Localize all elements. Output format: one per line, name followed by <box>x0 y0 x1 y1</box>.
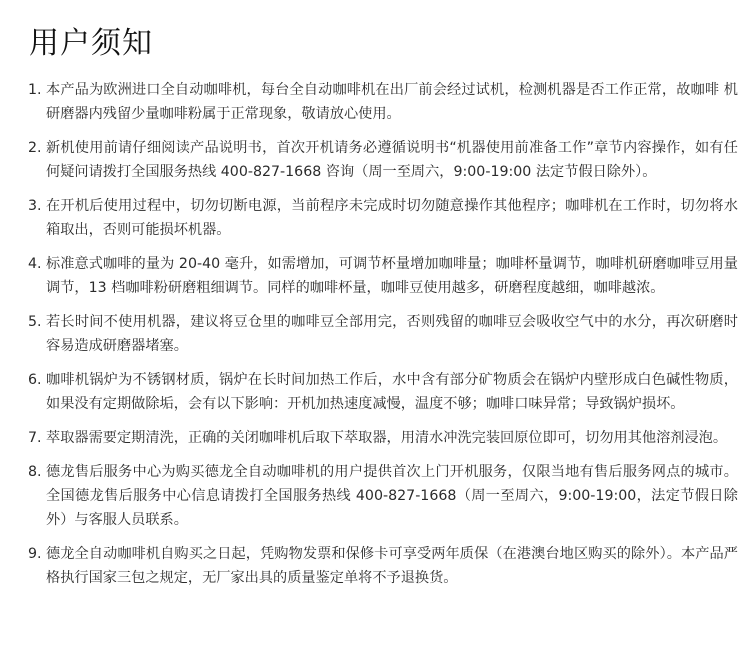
item-text: 德龙售后服务中心为购买德龙全自动咖啡机的用户提供首次上门开机服务，仅限当地有售后服务网点的城市。全国德龙售后服务中心信息请拨打全国服务热线 400-827-1668（周一至周六，9:00-19:00，法定节假日除外）与客服人员联系。 <box>46 464 738 528</box>
notice-item-6 <box>28 368 738 416</box>
item-number: 6. <box>28 372 42 388</box>
item-text: 萃取器需要定期清洗，正确的关闭咖啡机后取下萃取器，用清水冲洗完装回原位即可，切勿用其他溶剂浸泡。 <box>46 430 728 446</box>
item-text: 标准意式咖啡的量为 20-40 毫升，如需增加，可调节杯量增加咖啡量；咖啡杯量调节，咖啡机研磨咖啡豆用量调节，13 档咖啡粉研磨粗细调节。同样的咖啡杯量，咖啡豆使用越多，研磨程度越细，咖啡越浓。 <box>46 256 738 296</box>
notice-item-3 <box>28 194 738 242</box>
item-text: 咖啡机锅炉为不锈钢材质，锅炉在长时间加热工作后，水中含有部分矿物质会在锅炉内壁形成白色碱性物质，如果没有定期做除垢，会有以下影响：开机加热速度减慢，温度不够；咖啡口味异常；导致锅炉损坏。 <box>46 372 738 412</box>
item-number: 2. <box>28 140 42 156</box>
notice-item-4 <box>28 252 738 300</box>
item-text: 若长时间不使用机器，建议将豆仓里的咖啡豆全部用完，否则残留的咖啡豆会吸收空气中的水分，再次研磨时容易造成研磨器堵塞。 <box>46 314 738 354</box>
item-text: 本产品为欧洲进口全自动咖啡机，每台全自动咖啡机在出厂前会经过试机，检测机器是否工作正常，故咖啡 机研磨器内残留少量咖啡粉属于正常现象，敬请放心使用。 <box>46 82 738 122</box>
notice-item-1 <box>28 78 738 126</box>
item-number: 3. <box>28 198 42 214</box>
notice-item-5 <box>28 310 738 358</box>
item-number: 7. <box>28 430 42 446</box>
item-number: 1. <box>28 82 42 98</box>
notice-list <box>28 78 738 600</box>
notice-item-9 <box>28 542 738 590</box>
item-number: 9. <box>28 546 42 562</box>
item-text: 德龙全自动咖啡机自购买之日起，凭购物发票和保修卡可享受两年质保（在港澳台地区购买的除外）。本产品严格执行国家三包之规定，无厂家出具的质量鉴定单将不予退换货。 <box>46 546 738 586</box>
item-number: 5. <box>28 314 42 330</box>
page-title: 用户须知 <box>29 26 153 61</box>
notice-item-7 <box>28 426 738 450</box>
item-number: 8. <box>28 464 42 480</box>
item-text: 在开机后使用过程中，切勿切断电源，当前程序未完成时切勿随意操作其他程序；咖啡机在工作时，切勿将水箱取出，否则可能损坏机器。 <box>46 198 738 238</box>
item-number: 4. <box>28 256 42 272</box>
notice-item-2 <box>28 136 738 184</box>
notice-item-8 <box>28 460 738 532</box>
item-text: 新机使用前请仔细阅读产品说明书，首次开机请务必遵循说明书“机器使用前准备工作”章节内容操作，如有任何疑问请拨打全国服务热线 400-827-1668 咨询（周一至周六，9:00-19:00 法定节假日除外）。 <box>46 140 738 180</box>
